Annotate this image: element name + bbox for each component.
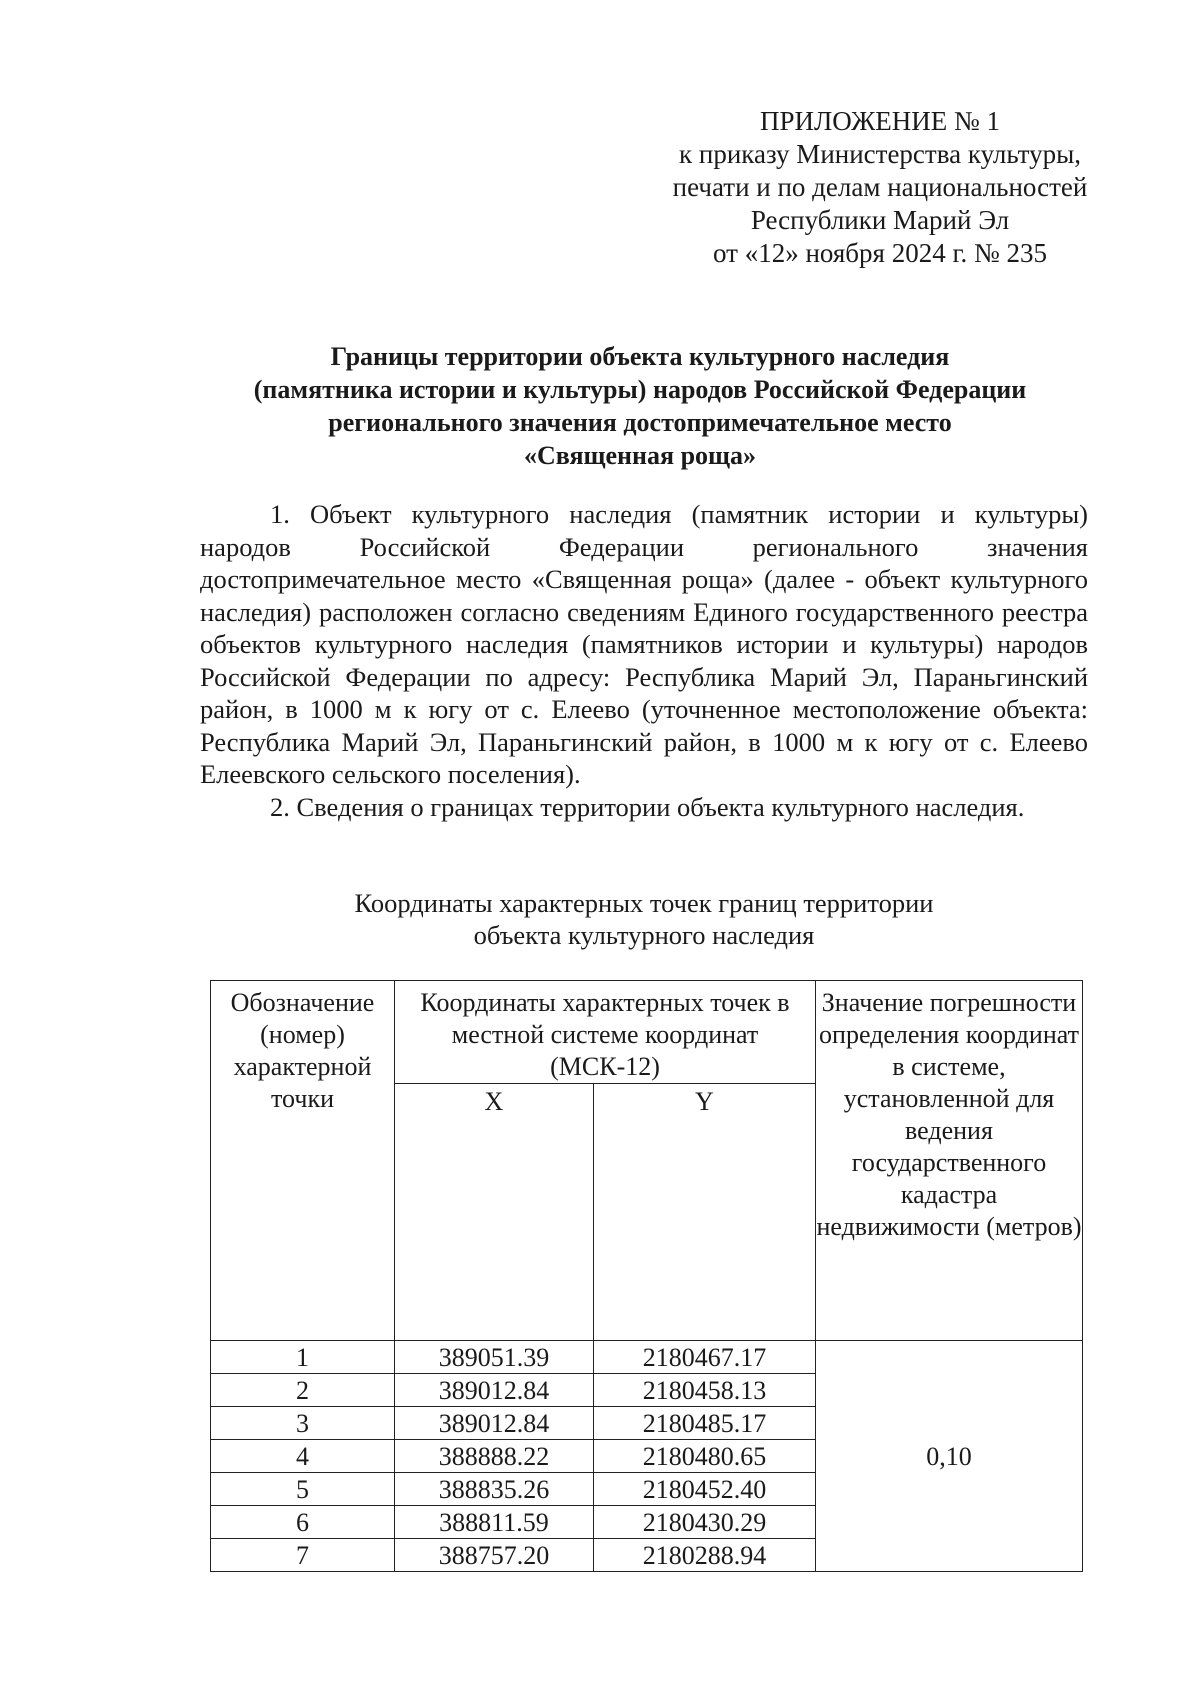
document-title (195, 340, 1085, 472)
cell-point-number: 7 (211, 1539, 395, 1572)
coordinates-table (210, 980, 1083, 1572)
title-line-4: «Священная роща» (524, 441, 756, 470)
cell-point-number: 2 (211, 1374, 395, 1407)
cell-x: 389012.84 (395, 1374, 594, 1407)
cell-point-number: 1 (211, 1341, 395, 1374)
title-line-3: регионального значения достопримечательное место (328, 408, 952, 437)
appendix-republic-line: Республики Марий Эл (750, 205, 1010, 235)
paragraph-1: 1. Объект культурного наследия (памятник истории и культуры) народов Российской Федерации регионального значения достопримечательное место «Священная роща» (далее - объект культурного наследия) расположен согласно сведениям Единого государственного реестра объектов культурного наследия (памятников истории и культуры) народов Российской Федерации по адресу: Республика Марий Эл, Параньгинский район, в 1000 м к югу от с. Елеево (уточненное местоположение объекта: Республика Марий Эл, Параньгинский район, в 1000 м к югу от с. Елеево Елеевского сельского поселения). (200, 499, 1088, 789)
cell-y: 2180480.65 (593, 1440, 815, 1473)
coordinates-rows (211, 1341, 1083, 1572)
title-line-1: Границы территории объекта культурного наследия (330, 342, 950, 371)
cell-y: 2180288.94 (593, 1539, 815, 1572)
appendix-order-line: к приказу Министерства культуры, (679, 139, 1081, 169)
appendix-number: ПРИЛОЖЕНИЕ № 1 (759, 106, 1001, 136)
cell-point-number: 5 (211, 1473, 395, 1506)
table-row (211, 1341, 1083, 1374)
cell-y: 2180452.40 (593, 1473, 815, 1506)
cell-x: 389012.84 (395, 1407, 594, 1440)
table-caption-line-1: Координаты характерных точек границ территории (354, 888, 934, 918)
cell-error-value: 0,10 (816, 1341, 1083, 1572)
header-y: Y (593, 1084, 815, 1341)
appendix-header (620, 105, 1140, 270)
cell-x: 388757.20 (395, 1539, 594, 1572)
cell-point-number: 3 (211, 1407, 395, 1440)
cell-y: 2180458.13 (593, 1374, 815, 1407)
cell-y: 2180485.17 (593, 1407, 815, 1440)
appendix-ministry-line: печати и по делам национальностей (672, 172, 1088, 202)
header-coordinates: Координаты характерных точек в местной системе координат (МСК-12) (395, 981, 816, 1084)
header-x: X (395, 1084, 594, 1341)
cell-x: 388811.59 (395, 1506, 594, 1539)
cell-y: 2180430.29 (593, 1506, 815, 1539)
title-line-2: (памятника истории и культуры) народов Российской Федерации (253, 375, 1027, 404)
header-error: Значение погрешности определения координат в системе, установленной для ведения государственного кадастра недвижимости (метров) (816, 981, 1083, 1341)
table-caption (200, 887, 1088, 951)
paragraph-2: 2. Сведения о границах территории объекта культурного наследия. (270, 791, 1025, 822)
cell-y: 2180467.17 (593, 1341, 815, 1374)
table-caption-line-2: объекта культурного наследия (473, 920, 815, 950)
header-point-number: Обозначение (номер) характерной точки (211, 981, 395, 1341)
cell-point-number: 4 (211, 1440, 395, 1473)
appendix-date-line: от «12» ноября 2024 г. № 235 (713, 238, 1047, 268)
body-text (200, 498, 1088, 823)
cell-point-number: 6 (211, 1506, 395, 1539)
cell-x: 388888.22 (395, 1440, 594, 1473)
cell-x: 388835.26 (395, 1473, 594, 1506)
cell-x: 389051.39 (395, 1341, 594, 1374)
